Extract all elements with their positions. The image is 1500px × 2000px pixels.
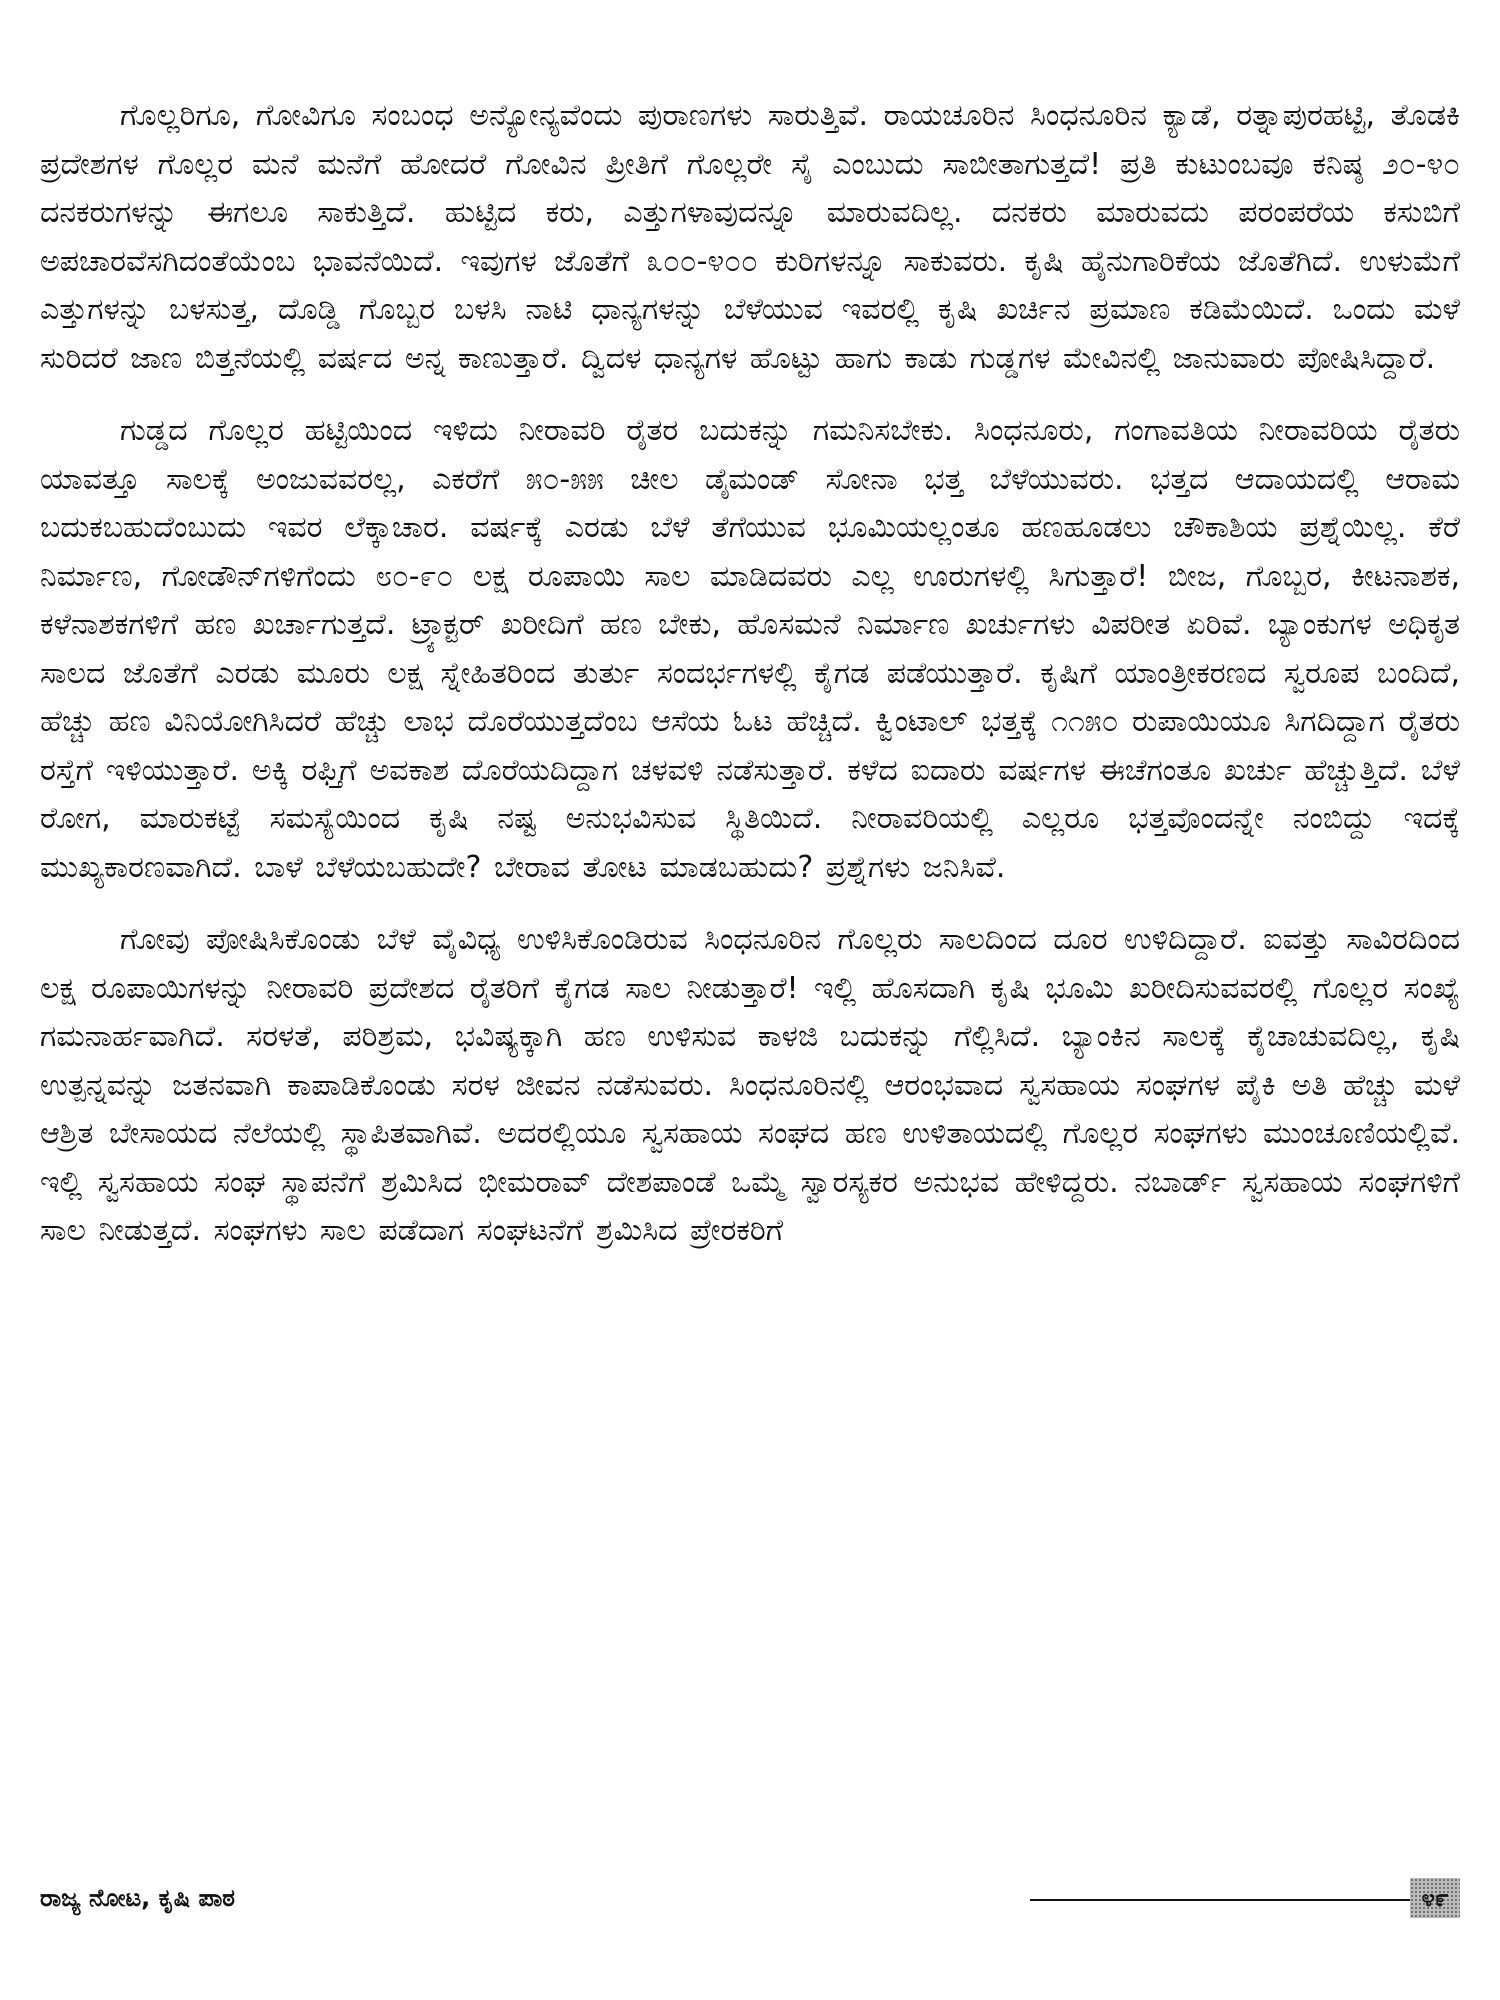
page-footer xyxy=(40,1878,1460,1928)
footer-divider xyxy=(1030,1899,1410,1901)
page-number: ೪೯ xyxy=(1410,1878,1460,1918)
paragraph-3: ಗೋವು ಪೋಷಿಸಿಕೊಂಡು ಬೆಳೆ ವೈವಿಧ್ಯ ಉಳಿಸಿಕೊಂಡಿರುವ ಸಿಂಧನೂರಿನ ಗೊಲ್ಲರು ಸಾಲದಿಂದ ದೂರ ಉಳಿದಿದ್ದಾರೆ. ಐವತ್ತು ಸಾವಿರದಿಂದ ಲಕ್ಷ ರೂಪಾಯಿಗಳನ್ನು ನೀರಾವರಿ ಪ್ರದೇಶದ ರೈತರಿಗೆ ಕೈಗಡ ಸಾಲ ನೀಡುತ್ತಾರೆ! ಇಲ್ಲಿ ಹೊಸದಾಗಿ ಕೃಷಿ ಭೂಮಿ ಖರೀದಿಸುವವರಲ್ಲಿ ಗೊಲ್ಲರ ಸಂಖ್ಯೆ ಗಮನಾರ್ಹವಾಗಿದೆ. ಸರಳತೆ, ಪರಿಶ್ರಮ, ಭವಿಷ್ಯಕ್ಕಾಗಿ ಹಣ ಉಳಿಸುವ ಕಾಳಜಿ ಬದುಕನ್ನು ಗೆಲ್ಲಿಸಿದೆ. ಬ್ಯಾಂಕಿನ ಸಾಲಕ್ಕೆ ಕೈಚಾಚುವದಿಲ್ಲ, ಕೃಷಿ ಉತ್ಪನ್ನವನ್ನು ಜತನವಾಗಿ ಕಾಪಾಡಿಕೊಂಡು ಸರಳ ಜೀವನ ನಡೆಸುವರು. ಸಿಂಧನೂರಿನಲ್ಲಿ ಆರಂಭವಾದ ಸ್ವಸಹಾಯ ಸಂಘಗಳ ಪೈಕಿ ಅತಿ ಹೆಚ್ಚು ಮಳೆ ಆಶ್ರಿತ ಬೇಸಾಯದ ನೆಲೆಯಲ್ಲಿ ಸ್ಥಾಪಿತವಾಗಿವೆ. ಅದರಲ್ಲಿಯೂ ಸ್ವಸಹಾಯ ಸಂಘದ ಹಣ ಉಳಿತಾಯದಲ್ಲಿ ಗೊಲ್ಲರ ಸಂಘಗಳು ಮುಂಚೂಣಿಯಲ್ಲಿವೆ. ಇಲ್ಲಿ ಸ್ವಸಹಾಯ ಸಂಘ ಸ್ಥಾಪನೆಗೆ ಶ್ರಮಿಸಿದ ಭೀಮರಾವ್ ದೇಶಪಾಂಡೆ ಒಮ್ಮೆ ಸ್ವಾರಸ್ಯಕರ ಅನುಭವ ಹೇಳಿದ್ದರು. ನಬಾರ್ಡ್ ಸ್ವಸಹಾಯ ಸಂಘಗಳಿಗೆ ಸಾಲ ನೀಡುತ್ತದೆ. ಸಂಘಗಳು ಸಾಲ ಪಡೆದಾಗ ಸಂಘಟನೆಗೆ ಶ್ರಮಿಸಿದ ಪ್ರೇರಕರಿಗೆ xyxy=(40,922,1460,1248)
paragraph-2: ಗುಡ್ಡದ ಗೊಲ್ಲರ ಹಟ್ಟಿಯಿಂದ ಇಳಿದು ನೀರಾವರಿ ರೈತರ ಬದುಕನ್ನು ಗಮನಿಸಬೇಕು. ಸಿಂಧನೂರು, ಗಂಗಾವತಿಯ ನೀರಾವರಿಯ ರೈತರು ಯಾವತ್ತೂ ಸಾಲಕ್ಕೆ ಅಂಜುವವರಲ್ಲ, ಎಕರೆಗೆ ೫೦-೫೫ ಚೀಲ ಡೈಮಂಡ್ ಸೋನಾ ಭತ್ತ ಬೆಳೆಯುವರು. ಭತ್ತದ ಆದಾಯದಲ್ಲಿ ಆರಾಮ ಬದುಕಬಹುದೆಂಬುದು ಇವರ ಲೆಕ್ಕಾಚಾರ. ವರ್ಷಕ್ಕೆ ಎರಡು ಬೆಳೆ ತೆಗೆಯುವ ಭೂಮಿಯಲ್ಲಂತೂ ಹಣಹೂಡಲು ಚೌಕಾಶಿಯ ಪ್ರಶ್ನೆಯಿಲ್ಲ. ಕೆರೆ ನಿರ್ಮಾಣ, ಗೋಡೌನ್‌ಗಳಿಗೆಂದು ೮೦-೯೦ ಲಕ್ಷ ರೂಪಾಯಿ ಸಾಲ ಮಾಡಿದವರು ಎಲ್ಲ ಊರುಗಳಲ್ಲಿ ಸಿಗುತ್ತಾರೆ! ಬೀಜ, ಗೊಬ್ಬರ, ಕೀಟನಾಶಕ, ಕಳೆನಾಶಕಗಳಿಗೆ ಹಣ ಖರ್ಚಾಗುತ್ತದೆ. ಟ್ರ್ಯಾಕ್ಟರ್ ಖರೀದಿಗೆ ಹಣ ಬೇಕು, ಹೊಸಮನೆ ನಿರ್ಮಾಣ ಖರ್ಚುಗಳು ವಿಪರೀತ ಏರಿವೆ. ಬ್ಯಾಂಕುಗಳ ಅಧಿಕೃತ ಸಾಲದ ಜೊತೆಗೆ ಎರಡು ಮೂರು ಲಕ್ಷ ಸ್ನೇಹಿತರಿಂದ ತುರ್ತು ಸಂದರ್ಭಗಳಲ್ಲಿ ಕೈಗಡ ಪಡೆಯುತ್ತಾರೆ. ಕೃಷಿಗೆ ಯಾಂತ್ರೀಕರಣದ ಸ್ವರೂಪ ಬಂದಿದೆ, ಹೆಚ್ಚು ಹಣ ವಿನಿಯೋಗಿಸಿದರೆ ಹೆಚ್ಚು ಲಾಭ ದೊರೆಯುತ್ತದೆಂಬ ಆಸೆಯ ಓಟ ಹೆಚ್ಚಿದೆ. ಕ್ವಿಂಟಾಲ್ ಭತ್ತಕ್ಕೆ ೧೧೫೦ ರುಪಾಯಿಯೂ ಸಿಗದಿದ್ದಾಗ ರೈತರು ರಸ್ತೆಗೆ ಇಳಿಯುತ್ತಾರೆ. ಅಕ್ಕಿ ರಫ್ತಿಗೆ ಅವಕಾಶ ದೊರೆಯದಿದ್ದಾಗ ಚಳವಳಿ ನಡೆಸುತ್ತಾರೆ. ಕಳೆದ ಐದಾರು ವರ್ಷಗಳ ಈಚೆಗಂತೂ ಖರ್ಚು ಹೆಚ್ಚುತ್ತಿದೆ. ಬೆಳೆ ರೋಗ, ಮಾರುಕಟ್ಟೆ ಸಮಸ್ಯೆಯಿಂದ ಕೃಷಿ ನಷ್ಟ ಅನುಭವಿಸುವ ಸ್ಥಿತಿಯಿದೆ. ನೀರಾವರಿಯಲ್ಲಿ ಎಲ್ಲರೂ ಭತ್ತವೊಂದನ್ನೇ ನಂಬಿದ್ದು ಇದಕ್ಕೆ ಮುಖ್ಯಕಾರಣವಾಗಿದೆ. ಬಾಳೆ ಬೆಳೆಯಬಹುದೇ? ಬೇರಾವ ತೋಟ ಮಾಡಬಹುದು? ಪ್ರಶ್ನೆಗಳು ಜನಿಸಿವೆ. xyxy=(40,413,1460,885)
paragraph-1: ಗೊಲ್ಲರಿಗೂ, ಗೋವಿಗೂ ಸಂಬಂಧ ಅನ್ಯೋನ್ಯವೆಂದು ಪುರಾಣಗಳು ಸಾರುತ್ತಿವೆ. ರಾಯಚೂರಿನ ಸಿಂಧನೂರಿನ ಕ್ಯಾಡೆ, ರತ್ನಾಪುರಹಟ್ಟಿ, ತೊಡಕಿ ಪ್ರದೇಶಗಳ ಗೊಲ್ಲರ ಮನೆ ಮನೆಗೆ ಹೋದರೆ ಗೋವಿನ ಪ್ರೀತಿಗೆ ಗೊಲ್ಲರೇ ಸೈ ಎಂಬುದು ಸಾಬೀತಾಗುತ್ತದೆ! ಪ್ರತಿ ಕುಟುಂಬವೂ ಕನಿಷ್ಠ ೨೦-೪೦ ದನಕರುಗಳನ್ನು ಈಗಲೂ ಸಾಕುತ್ತಿದೆ. ಹುಟ್ಟಿದ ಕರು, ಎತ್ತುಗಳಾವುದನ್ನೂ ಮಾರುವದಿಲ್ಲ. ದನಕರು ಮಾರುವದು ಪರಂಪರೆಯ ಕಸುಬಿಗೆ ಅಪಚಾರವೆಸಗಿದಂತೆಯೆಂಬ ಭಾವನೆಯಿದೆ. ಇವುಗಳ ಜೊತೆಗೆ ೩೦೦-೪೦೦ ಕುರಿಗಳನ್ನೂ ಸಾಕುವರು. ಕೃಷಿ ಹೈನುಗಾರಿಕೆಯ ಜೊತೆಗಿದೆ. ಉಳುಮೆಗೆ ಎತ್ತುಗಳನ್ನು ಬಳಸುತ್ತ, ದೊಡ್ಡಿ ಗೊಬ್ಬರ ಬಳಸಿ ನಾಟಿ ಧಾನ್ಯಗಳನ್ನು ಬೆಳೆಯುವ ಇವರಲ್ಲಿ ಕೃಷಿ ಖರ್ಚಿನ ಪ್ರಮಾಣ ಕಡಿಮೆಯಿದೆ. ಒಂದು ಮಳೆ ಸುರಿದರೆ ಜಾಣ ಬಿತ್ತನೆಯಲ್ಲಿ ವರ್ಷದ ಅನ್ನ ಕಾಣುತ್ತಾರೆ. ದ್ವಿದಳ ಧಾನ್ಯಗಳ ಹೊಟ್ಟು ಹಾಗು ಕಾಡು ಗುಡ್ಡಗಳ ಮೇವಿನಲ್ಲಿ ಜಾನುವಾರು ಪೋಷಿಸಿದ್ದಾರೆ. xyxy=(40,98,1460,376)
book-title: ರಾಜ್ಯ ನೋಟ, ಕೃಷಿ ಪಾಠ xyxy=(40,1884,236,1912)
article-body xyxy=(40,92,1460,1862)
